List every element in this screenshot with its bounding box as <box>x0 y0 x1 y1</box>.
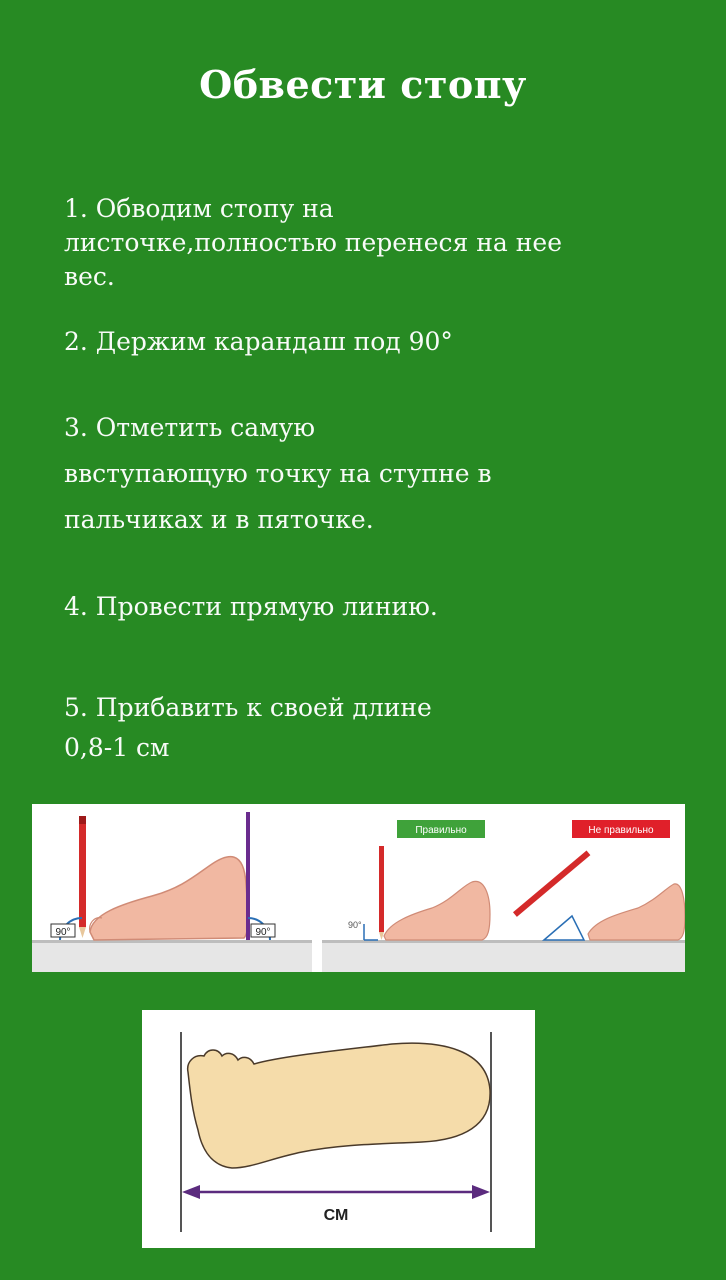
angle-label-left: 90° <box>55 927 71 938</box>
step-4-line-1: 4. Провести прямую линию. <box>64 592 438 621</box>
foot-measure-illustration <box>142 1010 535 1248</box>
angle-label-right: 90° <box>255 927 271 938</box>
step-5 <box>64 688 664 768</box>
step-1-line-2: листочке,полностью перенеся на нее <box>64 228 562 257</box>
page-title: Обвести стопу <box>199 62 527 107</box>
badge-incorrect-label: Не правильно <box>588 825 654 836</box>
pencil-angle-illustration <box>32 804 685 972</box>
step-3 <box>64 405 664 543</box>
step-3-line-2: ввступающую точку на ступне в <box>64 459 492 488</box>
step-2 <box>64 325 664 359</box>
pencil-icon <box>79 816 86 938</box>
step-3-line-3: пальчиках и в пяточке. <box>64 505 374 534</box>
step-1-line-3: вес. <box>64 262 115 291</box>
step-5-line-1: 5. Прибавить к своей длине <box>64 693 432 722</box>
angle-label-small: 90° <box>348 920 362 930</box>
foot-left-icon <box>90 857 248 940</box>
step-5-line-2: 0,8-1 см <box>64 733 170 762</box>
step-2-line-1: 2. Держим карандаш под 90° <box>64 327 453 356</box>
measure-label: СМ <box>323 1207 349 1224</box>
step-1 <box>64 192 664 294</box>
step-4 <box>64 590 664 624</box>
step-1-line-1: 1. Обводим стопу на <box>64 194 334 223</box>
step-3-line-1: 3. Отметить самую <box>64 413 316 442</box>
badge-correct-label: Правильно <box>415 825 467 836</box>
